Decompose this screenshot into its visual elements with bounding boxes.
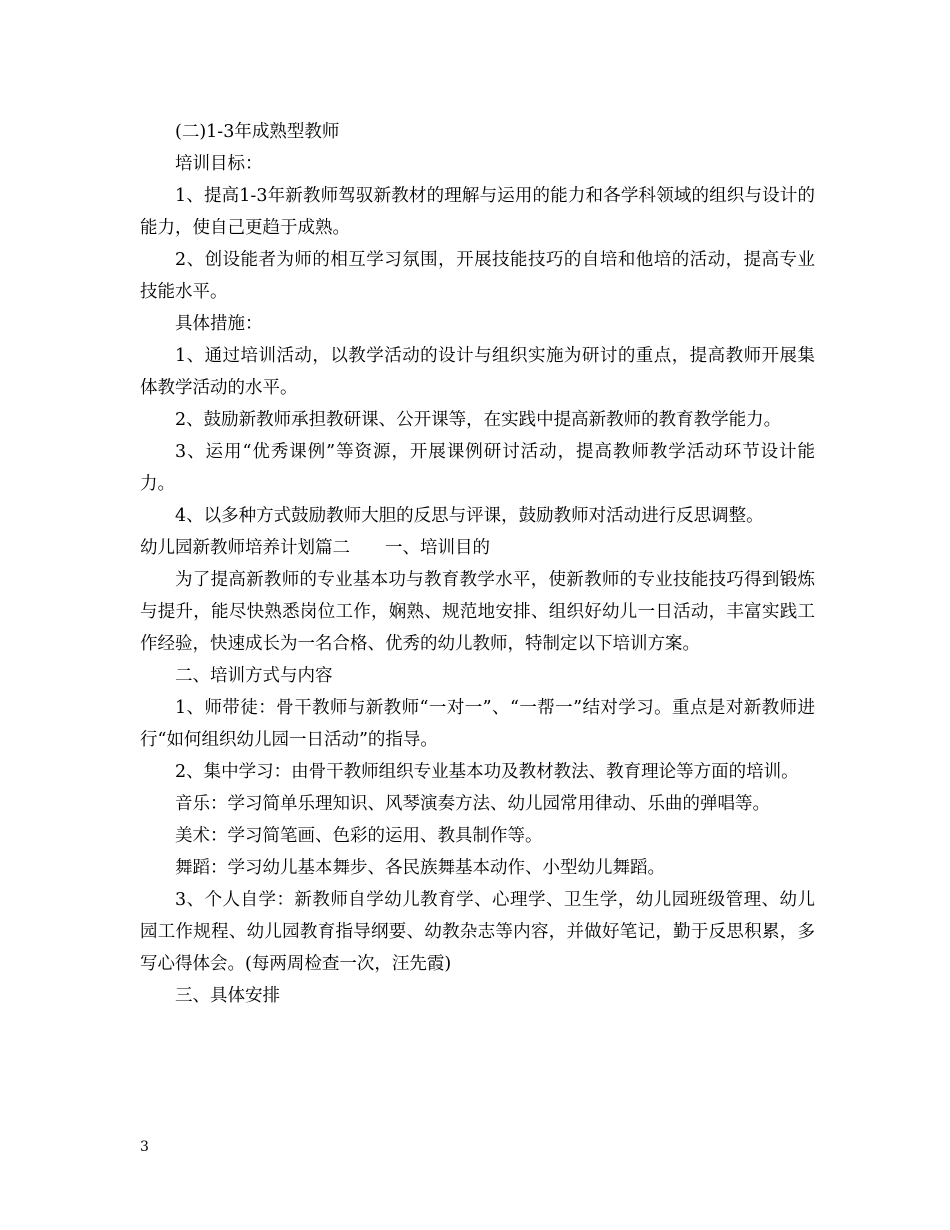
paragraph: 3、个人自学：新教师自学幼儿教育学、心理学、卫生学，幼儿园班级管理、幼儿园工作规程、幼儿园教育指导纲要、幼教杂志等内容，并做好笔记，勤于反思积累，多写心得体会。(每两周检查一次，汪先霞) xyxy=(140,890,815,974)
paragraph: 1、师带徒：骨干教师与新教师“一对一”、“一帮一”结对学习。重点是对新教师进行“如何组织幼儿园一日活动”的指导。 xyxy=(140,698,815,750)
paragraph: 2、集中学习：由骨干教师组织专业基本功及教材教法、教育理论等方面的培训。 xyxy=(175,762,799,782)
paragraph: 3、运用“优秀课例”等资源，开展课例研讨活动，提高教师教学活动环节设计能力。 xyxy=(140,442,815,494)
paragraph: (二)1-3年成熟型教师 xyxy=(175,122,340,142)
paragraph: 4、以多种方式鼓励教师大胆的反思与评课，鼓励教师对活动进行反思调整。 xyxy=(175,506,764,526)
paragraph: 1、提高1-3年新教师驾驭新教材的理解与运用的能力和各学科领域的组织与设计的能力，使自己更趋于成熟。 xyxy=(140,186,815,238)
paragraph: 三、具体安排 xyxy=(175,986,280,1006)
paragraph: 音乐：学习简单乐理知识、风琴演奏方法、幼儿园常用律动、乐曲的弹唱等。 xyxy=(175,794,770,814)
paragraph: 2、创设能者为师的相互学习氛围，开展技能技巧的自培和他培的活动，提高专业技能水平。 xyxy=(140,250,815,302)
paragraph: 具体措施： xyxy=(175,314,263,334)
paragraph: 为了提高新教师的专业基本功与教育教学水平，使新教师的专业技能技巧得到锻炼与提升，能尽快熟悉岗位工作，娴熟、规范地安排、组织好幼儿一日活动，丰富实践工作经验，快速成长为一名合格、优秀的幼儿教师，特制定以下培训方案。 xyxy=(140,570,815,654)
paragraph: 2、鼓励新教师承担教研课、公开课等，在实践中提高新教师的教育教学能力。 xyxy=(175,410,782,430)
paragraph: 1、通过培训活动，以教学活动的设计与组织实施为研讨的重点，提高教师开展集体教学活动的水平。 xyxy=(140,346,815,398)
page-number: 3 xyxy=(140,1139,149,1155)
paragraph: 幼儿园新教师培养计划篇二 一、培训目的 xyxy=(140,538,490,558)
paragraph: 美术：学习简笔画、色彩的运用、教具制作等。 xyxy=(175,826,543,846)
paragraph: 舞蹈：学习幼儿基本舞步、各民族舞基本动作、小型幼儿舞蹈。 xyxy=(175,858,665,878)
paragraph: 二、培训方式与内容 xyxy=(175,666,333,686)
paragraph: 培训目标： xyxy=(175,154,263,174)
document-body xyxy=(140,116,815,1012)
